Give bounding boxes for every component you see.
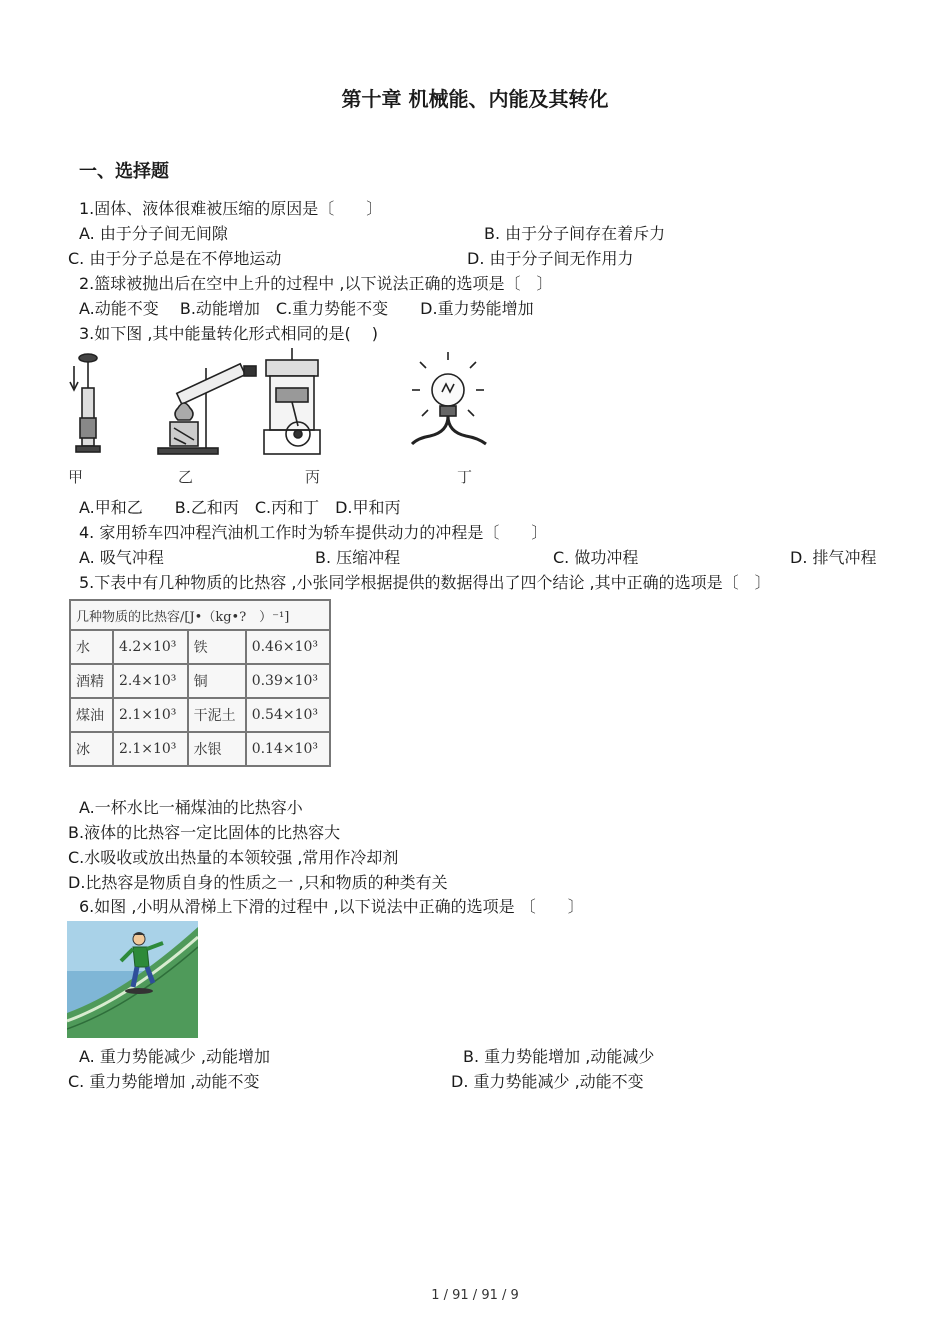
table-cell: 0.46×10³ xyxy=(246,630,330,664)
table-cell: 2.1×10³ xyxy=(113,698,188,732)
q3-stem: 3.如下图 ,其中能量转化形式相同的是( ) xyxy=(79,324,379,343)
table-cell: 铜 xyxy=(188,664,246,698)
table-cell: 0.54×10³ xyxy=(246,698,330,732)
table-cell: 4.2×10³ xyxy=(113,630,188,664)
table-cell: 水银 xyxy=(188,732,246,766)
figure-label-jia: 甲 xyxy=(68,468,84,486)
figure-label-yi: 乙 xyxy=(178,468,194,486)
section-heading: 一、选择题 xyxy=(79,161,169,182)
slide-illustration xyxy=(67,921,198,1038)
engine-cylinder-illustration xyxy=(264,348,320,454)
q6-option-c: C. 重力势能增加 ,动能不变 xyxy=(68,1072,260,1091)
light-bulb-illustration xyxy=(412,352,486,444)
q1-option-a: A. 由于分子间无间隙 xyxy=(79,224,228,243)
q5-option-d: D.比热容是物质自身的性质之一 ,只和物质的种类有关 xyxy=(68,873,448,892)
specific-heat-table xyxy=(69,599,331,767)
q1-option-d: D. 由于分子间无作用力 xyxy=(467,249,634,268)
figure-label-bing: 丙 xyxy=(305,468,321,486)
test-tube-heating-illustration xyxy=(158,364,256,454)
q1-option-b: B. 由于分子间存在着斥力 xyxy=(484,224,666,243)
q6-option-d: D. 重力势能减少 ,动能不变 xyxy=(451,1072,644,1091)
table-cell: 0.39×10³ xyxy=(246,664,330,698)
q4-option-b: B. 压缩冲程 xyxy=(315,548,401,567)
table-row xyxy=(70,732,330,766)
table-cell: 2.1×10³ xyxy=(113,732,188,766)
table-cell: 煤油 xyxy=(70,698,113,732)
table-header: 几种物质的比热容/[J•（kg•? ）⁻¹] xyxy=(70,600,330,630)
q2-stem: 2.篮球被抛出后在空中上升的过程中 ,以下说法正确的选项是〔 〕 xyxy=(79,274,553,293)
table-cell: 2.4×10³ xyxy=(113,664,188,698)
table-cell: 铁 xyxy=(188,630,246,664)
q6-option-a: A. 重力势能减少 ,动能增加 xyxy=(79,1047,271,1066)
q4-option-d: D. 排气冲程 xyxy=(790,548,877,567)
q5-stem: 5.下表中有几种物质的比热容 ,小张同学根据提供的数据得出了四个结论 ,其中正确的选项是〔 〕 xyxy=(79,573,771,592)
q4-option-a: A. 吸气冲程 xyxy=(79,548,164,567)
figure-label-ding: 丁 xyxy=(457,468,473,486)
table-cell: 酒精 xyxy=(70,664,113,698)
q6-option-b: B. 重力势能增加 ,动能减少 xyxy=(463,1047,655,1066)
q1-stem: 1.固体、液体很难被压缩的原因是〔 〕 xyxy=(79,199,383,218)
energy-conversion-figure xyxy=(66,348,511,458)
table-row xyxy=(70,698,330,732)
q3-options: A.甲和乙 B.乙和丙 C.丙和丁 D.甲和丙 xyxy=(79,498,401,517)
page-number: 1 / 91 / 91 / 9 xyxy=(431,1288,519,1303)
table-cell: 0.14×10³ xyxy=(246,732,330,766)
q4-option-c: C. 做功冲程 xyxy=(553,548,639,567)
q5-option-a: A.一杯水比一桶煤油的比热容小 xyxy=(79,798,303,817)
page-title: 第十章 机械能、内能及其转化 xyxy=(341,87,609,111)
q1-option-c: C. 由于分子总是在不停地运动 xyxy=(68,249,282,268)
q2-options: A.动能不变 B.动能增加 C.重力势能不变 D.重力势能增加 xyxy=(79,299,534,318)
table-row xyxy=(70,630,330,664)
table-cell: 干泥土 xyxy=(188,698,246,732)
q4-stem: 4. 家用轿车四冲程汽油机工作时为轿车提供动力的冲程是〔 〕 xyxy=(79,523,548,542)
fire-piston-illustration xyxy=(70,354,100,452)
q5-option-c: C.水吸收或放出热量的本领较强 ,常用作冷却剂 xyxy=(68,848,399,867)
q5-option-b: B.液体的比热容一定比固体的比热容大 xyxy=(68,823,341,842)
table-cell: 冰 xyxy=(70,732,113,766)
table-row xyxy=(70,664,330,698)
table-cell: 水 xyxy=(70,630,113,664)
q6-stem: 6.如图 ,小明从滑梯上下滑的过程中 ,以下说法中正确的选项是 〔 〕 xyxy=(79,897,584,916)
